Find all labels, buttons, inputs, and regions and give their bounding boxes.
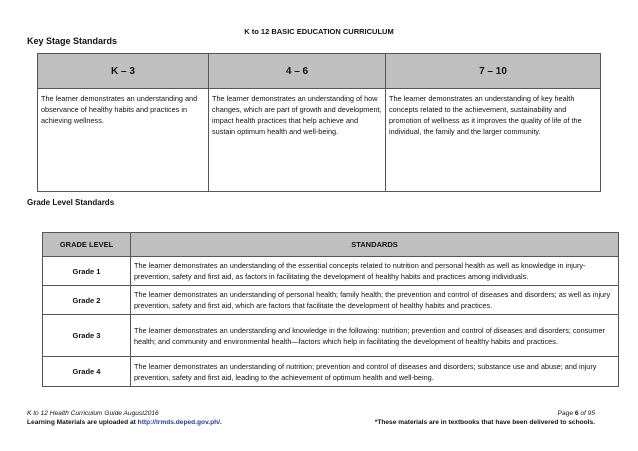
curriculum-guide-label: K to 12 Health Curriculum Guide August2016: [27, 410, 159, 417]
uploaded-line: [27, 418, 222, 427]
key-stage-column-k-3: K – 3: [38, 54, 209, 89]
table-row: [43, 257, 619, 286]
key-stage-standards-table: [37, 53, 601, 192]
table-row: [43, 357, 619, 387]
standard-cell: The learner demonstrates an understanding of personal health; family health; the prevention and control of diseases and disorders; as well as injury prevention, safety and first aid, which are factors that facilitate the development of healthy habits and practices.: [131, 286, 619, 315]
grade-level-header-row: [43, 233, 619, 257]
key-stage-standards-title: Key Stage Standards: [27, 36, 118, 46]
table-row: [43, 315, 619, 357]
table-row: [43, 286, 619, 315]
grade-cell: Grade 4: [43, 357, 131, 387]
key-stage-standard-7-10: The learner demonstrates an understanding of key health concepts related to the achievement, sustainability and promotion of wellness as it improves the quality of life of the individual, the family and the larger community.: [386, 89, 601, 192]
key-stage-column-7-10: 7 – 10: [386, 54, 601, 89]
key-stage-header-row: [38, 54, 601, 89]
grade-level-column-header: GRADE LEVEL: [43, 233, 131, 257]
footer-right: [375, 409, 595, 427]
textbook-note: *These materials are in textbooks that have been delivered to schools.: [374, 419, 595, 426]
standard-cell: The learner demonstrates an understanding of nutrition; prevention and control of diseases and disorders; substance use and abuse; and injury prevention, safety and first aid, leading to the achievement of optimum health and well-being.: [131, 357, 619, 387]
standards-column-header: STANDARDS: [131, 233, 619, 257]
grade-level-standards-table: [42, 232, 619, 387]
grade-cell: Grade 1: [43, 257, 131, 286]
grade-level-standards-title: Grade Level Standards: [27, 198, 115, 207]
key-stage-column-4-6: 4 – 6: [209, 54, 386, 89]
uploaded-suffix: .: [219, 419, 222, 426]
document-title: K to 12 BASIC EDUCATION CURRICULUM: [244, 27, 394, 36]
page-total: of 95: [578, 410, 595, 417]
page-number: 6: [574, 410, 579, 417]
key-stage-standards-row: [38, 89, 601, 192]
standard-cell: The learner demonstrates an understanding and knowledge in the following: nutrition; prevention and control of diseases and disorders; consumer health; and community and environmental health—factors which help in facilitating the development of healthy habits and practices.: [131, 315, 619, 357]
uploaded-prefix: Learning Materials are uploaded at: [27, 419, 138, 426]
footer-left: [27, 409, 222, 427]
grade-cell: Grade 2: [43, 286, 131, 315]
key-stage-standard-4-6: The learner demonstrates an understanding of how changes, which are part of growth and development, impact health practices that help achieve and sustain optimum health and well-being.: [209, 89, 386, 192]
page-indicator: [375, 409, 595, 418]
key-stage-standard-k-3: The learner demonstrates an understanding and observance of healthy habits and practices in achieving wellness.: [38, 89, 209, 192]
standard-cell: The learner demonstrates an understanding of the essential concepts related to nutrition and personal health as well as knowledge in injury-prevention, safety and first aid, as factors in facilitating the development of healthy habits and practices among individuals.: [131, 257, 619, 286]
grade-cell: Grade 3: [43, 315, 131, 357]
page-label: Page: [557, 410, 575, 417]
lrmds-link[interactable]: http://lrmds.deped.gov.ph/: [137, 419, 220, 426]
